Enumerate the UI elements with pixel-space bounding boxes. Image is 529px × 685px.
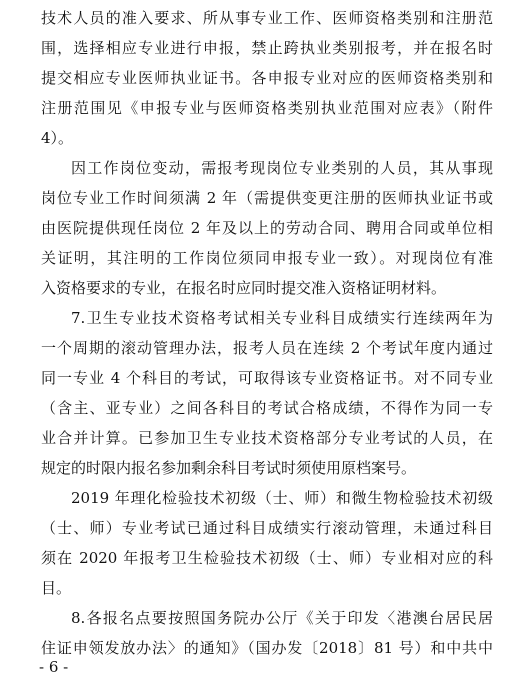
paragraph-line: （士、师）专业考试已通过科目成绩实行滚动管理，未通过科目 — [41, 519, 493, 537]
paragraph-line: 8.各报名点要按照国务院办公厅《关于印发〈港澳台居民居 — [71, 609, 493, 627]
paragraph-line: 规定的时限内报名参加剩余科目考试时须使用原档案号。 — [41, 459, 417, 477]
paragraph-line: 入资格要求的专业，在报名时应同时提交准入资格证明材料。 — [41, 279, 447, 297]
paragraph-line: 须在 2020 年报考卫生检验技术初级（士、师）专业相对应的科 — [41, 549, 493, 567]
paragraph-line: 住证申领发放办法〉的通知》（国办发〔2018〕81 号）和中共中 — [41, 639, 493, 657]
paragraph-line: 业合并计算。已参加卫生专业技术资格部分专业考试的人员，在 — [41, 429, 493, 447]
paragraph-line: 目。 — [41, 579, 72, 597]
paragraph-line: 岗位专业工作时间须满 2 年（需提供变更注册的医师执业证书或 — [41, 189, 493, 207]
paragraph-line: 技术人员的准入要求、所从事专业工作、医师资格类别和注册范 — [41, 9, 493, 27]
paragraph-line: 同一专业 4 个科目的考试，可取得该专业资格证书。对不同专业 — [41, 369, 493, 387]
paragraph-line: 围，选择相应专业进行申报，禁止跨执业类别报考，并在报名时 — [41, 39, 493, 57]
paragraph-line: 因工作岗位变动，需报考现岗位专业类别的人员，其从事现 — [71, 159, 493, 177]
paragraph-line: 关证明，其注明的工作岗位须同申报专业一致）。对现岗位有准 — [41, 249, 493, 267]
paragraph-line: 一个周期的滚动管理办法，报考人员在连续 2 个考试年度内通过 — [41, 339, 493, 357]
paragraph-line: 提交相应专业医师执业证书。各申报专业对应的医师资格类别和 — [41, 69, 493, 87]
page-number: - 6 - — [39, 658, 69, 676]
paragraph-line: （含主、亚专业）之间各科目的考试合格成绩，不得作为同一专 — [41, 399, 493, 417]
paragraph-line: 2019 年理化检验技术初级（士、师）和微生物检验技术初级 — [71, 489, 493, 507]
paragraph-line: 由医院提供现任岗位 2 年及以上的劳动合同、聘用合同或单位相 — [41, 219, 493, 237]
paragraph-line: 注册范围见《申报专业与医师资格类别执业范围对应表》（附件 — [41, 99, 493, 117]
paragraph-line: 4）。 — [41, 129, 74, 147]
paragraph-line: 7.卫生专业技术资格考试相关专业科目成绩实行连续两年为 — [71, 309, 493, 327]
